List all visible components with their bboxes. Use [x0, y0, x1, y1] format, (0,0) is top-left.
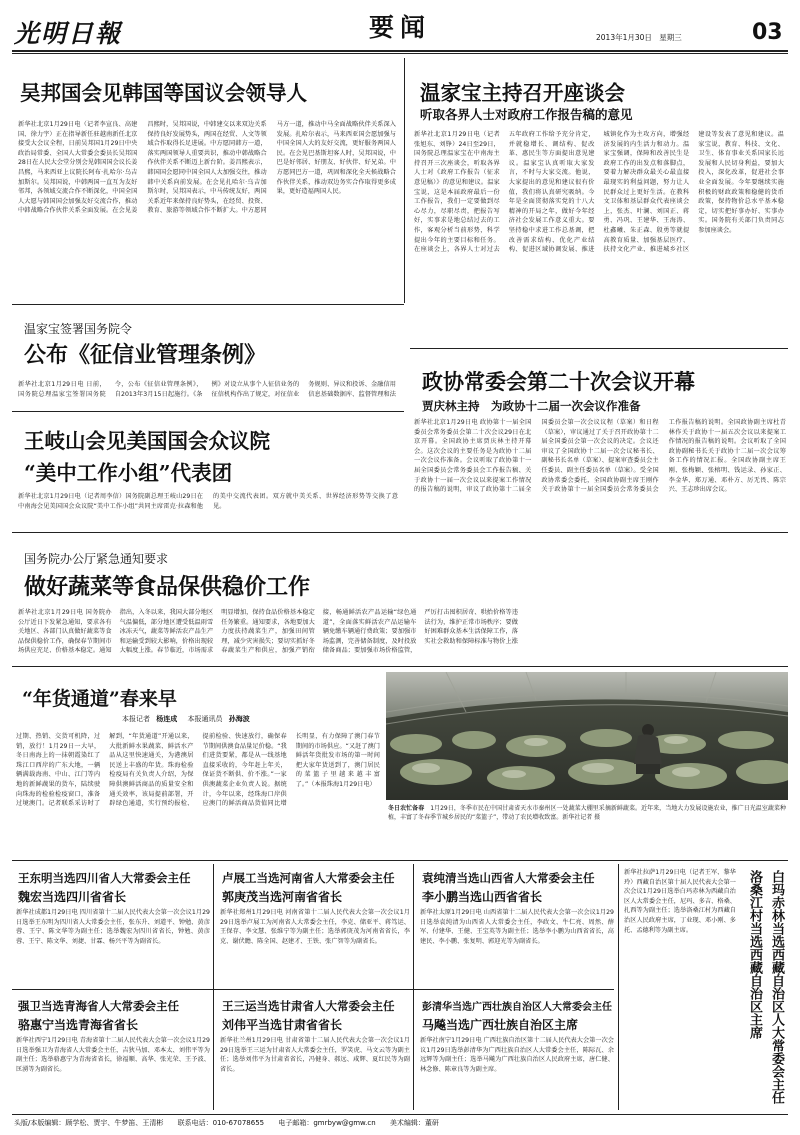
article-headline: “年货通道”春来早 [22, 688, 177, 710]
footer-email: gmrbyw@gmw.cn [313, 1119, 376, 1127]
brief-1 [12, 864, 212, 986]
footer-phone: 010-67078655 [212, 1119, 265, 1127]
brief-body: 新华社太原1月29日电 山西省第十二届人民代表大会第一次会议1月29日选举袁纯清为山西省人大常委会主任，李政文、牛仁亮、周然、薛军、付建华、王健、王宝英等为副主任；选举李小鹏为山西省省长，高建民、李小鹏、张复明、郭迎光等为副省长。 [420, 909, 614, 945]
masthead-date [596, 32, 682, 43]
brief-body: 新华社兰州1月29日电 甘肃省第十二届人民代表大会第一次会议1月29日选举王三运为甘肃省人大常委会主任，罗笑虎、马文云等为副主任；选举刘伟平为甘肃省省长，冯健身、郝远、咸辉、夏红民等为副省长。 [220, 1037, 410, 1073]
brief-subheadline: 魏宏当选四川省省长 [18, 890, 127, 904]
article-tibet [622, 864, 788, 1110]
brief-4 [12, 992, 212, 1110]
article-body-wang-qishan: 新华社北京1月29日电（记者周李信）国务院副总理王岐山29日在中南海会见美国国会众议院“美中工作小组”共同主席雷克·拉森和他的美中交流代表团。双方就中美关系、世界经济形势等交换了意见。 [18, 493, 398, 510]
brief-divider [413, 864, 414, 1110]
article-body: 新华社拉萨1月29日电（记者王军、黎华玲）西藏自治区第十届人民代表大会第一次会议1月29日选举白玛赤林为西藏自治区人大常委会主任，尼玛、多吉、格桑、扎西等为副主任；选举洛桑江村为西藏自治区人民政府主席，丁业现、邓小刚、多托、孟德利等为副主席。 [624, 869, 736, 934]
brief-body: 新华社郑州1月29日电 河南省第十二届人民代表大会第一次会议1月29日选举卢展工为河南省人大常委会主任，李克、储亚平、蒋笃运、王保存、李文慧、张维宁等为副主任；选举郭庚茂为河南省省长，李克、谢伏瞻、陈全国、赵建才、王铁、张广智等为副省长。 [220, 909, 410, 945]
issue-date: 2013年1月30日 [596, 33, 652, 42]
brief-divider [12, 989, 614, 990]
section-rule [410, 348, 788, 349]
section-rule [12, 532, 788, 533]
article-subheadline: 听取各界人士对政府工作报告稿的意见 [420, 107, 633, 122]
brief-headline: 彭清华当选广西壮族自治区人大常委会主任 [422, 1002, 612, 1013]
section-rule [12, 411, 404, 412]
photo-caption [388, 804, 786, 844]
article-subheadline: 贾庆林主持 为政协十二届一次会议作准备 [422, 399, 641, 413]
footer-phone-label: 联系电话： [177, 1119, 213, 1127]
greenhouse-image [386, 672, 788, 800]
brief-divider [213, 864, 214, 1110]
section-rule [12, 304, 404, 305]
article-body: 新华社北京1月29日电 日前，国务院总理温家宝签署国务院令，公布《征信业管理条例》，自2013年3月15日起施行。《条例》对设立从事个人征信业务的征信机构作出了规定，对征信业务规则、异议和投诉、金融信用信息基础数据库、监督管理和法 [18, 381, 396, 398]
article-byline [122, 714, 250, 724]
article-kicker: 温家宝签署国务院令 [24, 322, 133, 336]
greenhouse-photo [386, 672, 788, 800]
section-rule [12, 860, 788, 861]
brief-headline: 卢展工当选河南省人大常委会主任 [222, 871, 395, 885]
article-headline: 政协常委会第二十次会议开幕 [422, 369, 695, 394]
photo-caption-lead: 冬日农忙备春 [388, 805, 425, 812]
article-headline: 温家宝主持召开座谈会 [420, 81, 625, 105]
masthead-rule-thin [12, 53, 788, 54]
section-rule [12, 666, 788, 667]
brief-divider [618, 864, 619, 1110]
footer [14, 1118, 786, 1128]
brief-subheadline: 马飚当选广西壮族自治区主席 [422, 1018, 579, 1032]
masthead-logo: 光明日報 [14, 19, 123, 48]
column-divider [404, 58, 405, 303]
issue-weekday: 星期三 [659, 33, 682, 42]
footer-rule [12, 1114, 788, 1115]
article-kicker: 国务院办公厅紧急通知要求 [24, 552, 169, 566]
section-title: 要闻 [368, 13, 431, 42]
brief-body: 新华社成都1月29日电 四川省第十二届人民代表大会第一次会议1月29日选举王东明为四川省人大常委会主任，张东升、刘道平、钟勉、黄彦蓉、王宁、陈文华等为副主任；选举魏宏为四川省省长，钟勉、黄彦蓉、王宁、陈文华、刘捷、甘霖、杨兴平等为副省长。 [16, 909, 210, 945]
byline-name: 孙海波 [228, 715, 250, 723]
byline-role: 本报通讯员 [187, 715, 223, 723]
footer-editors: 头版/本版编辑：顾学松、贾宇、牛梦笛、王清彬 [14, 1119, 164, 1127]
masthead [0, 0, 800, 55]
brief-subheadline: 郭庚茂当选河南省省长 [222, 890, 343, 904]
brief-subheadline: 李小鹏当选山西省省长 [422, 890, 543, 904]
article-headline-vertical: 白玛赤林当选西藏自治区人大常委会主任 [769, 870, 784, 1104]
article-headline-line2: “美中工作小组”代表团 [24, 461, 233, 485]
brief-2 [216, 864, 412, 986]
brief-subheadline: 刘伟平当选甘肃省省长 [222, 1018, 343, 1032]
article-food-supply [12, 536, 788, 661]
article-new-year-goods [12, 670, 382, 860]
brief-headline: 强卫当选青海省人大常委会主任 [18, 999, 179, 1013]
article-headline: 王岐山会见美国国会众议院 [24, 429, 270, 453]
brief-headline: 袁纯清当选山西省人大常委会主任 [422, 871, 595, 885]
byline-name: 杨连成 [156, 715, 178, 723]
article-headline: 吴邦国会见韩国等国议会领导人 [20, 81, 307, 105]
footer-art-label: 美术编辑： [389, 1119, 425, 1127]
brief-6 [416, 992, 616, 1110]
article-body: 新华社北京1月29日电（记者张旭东、刘铮）24日至29日，国务院总理温家宝在中南海主持召开三次座谈会，听取各界人士对《政府工作报告（征求意见稿）》的意见和建议。温家宝说，这是本届政府最后一份工作报告，我们一定要做到尽心尽力，尽职尽责，把报告写好，实事求是地总结过去的工作，客观分析当前形势，科学提出今年的主要目标和任务。在座谈会上，各界人士对过去五年政府工作给予充分肯定，并就稳增长、调结构、促改革、惠民生等方面提出意见建议。温家宝认真听取大家发言，不时与大家交流。他说，大家提出的意见和建议很有价值，我们将认真研究吸纳。今年是全面贯彻落实党的十八大精神的开局之年，做好今年经济社会发展工作意义重大。要坚持稳中求进工作总基调，把改善需求结构、优化产业结构、促进区域协调发展、推进城镇化作为主攻方向，增强经济发展的内生活力和动力。温家宝强调，保障和改善民生是政府工作的出发点和落脚点，要着力解决群众最关心最直接最现实的利益问题，努力让人民群众过上更好生活。在教科文卫体和基层群众代表座谈会上，张杰、叶澜、刘国正、蒋勇、冯巩、王建华、王海涛、杜鑫曦、朱正森、殷勇等就提高教育质量、加强基层医疗、扶持文化产业、推进城乡社区建设等发表了意见和建议。温家宝说，教育、科技、文化、卫生、体育事业关系国家长远发展和人民切身利益，要加大投入，深化改革，促进社会事业全面发展。今年要继续实施积极的财政政策和稳健的货币政策，保持物价总水平基本稳定，切实把好事办好、实事办实。国务院有关部门负责同志参加座谈会。 [414, 131, 784, 254]
footer-art-editor: 董研 [424, 1119, 439, 1127]
article-subheadline-vertical: 洛桑江村当选西藏自治区主席 [747, 870, 762, 1039]
article-body: 过期、热销、交货可机降，过销，放行！1月29日一大早，冬日南海上的一抹朝霞染红了珠江口西岸的广东大地，一辆辆满载海南、中山、江门等内地的新鲜蔬果的货车，陆续驶向珠海的检验检疫窗口，准备过境澳门。记者联系采访时了解到，“年货通道”开通以来，大批新鲜水果蔬菜、鲜活水产品从这里快速通关，为港澳居民送上丰盛的年货。珠海检验检疫局有关负责人介绍，为保障供澳鲜活商品的质量安全和通关效率，该局提前部署，开辟绿色通道，实行预约报检、提前检验、快速放行，确保春节期间供澳食品量足价稳。“我们进货要紧，都是从一线基地直接采收的，今年赶上年关，保证货不断供、价不涨。”一家供澳蔬菜企业负责人说。据统计，今年以来，经珠海口岸供应澳门的鲜活商品货值同比增长明显，有力保障了澳门春节期间的市场供应。“又赶了澳门鲜活年货批发市场的第一时间把大家年货送到了，澳门居民的菜篮子里越来越丰富了。”（本报珠海1月29日电） [16, 733, 380, 808]
brief-headline: 王东明当选四川省人大常委会主任 [18, 871, 191, 885]
photo-caption-text: 1月29日，冬季市民在中国甘肃省天水市秦州区一处蔬菜大棚里采摘新鲜蔬菜。近年来，当地大力发展设施农业，推广日光温室蔬菜种植，丰富了冬春季节城乡居民的“菜篮子”，带动了农民增收致富。新华社记者 摄 [388, 805, 786, 822]
article-headline: 做好蔬菜等食品保供稳价工作 [24, 574, 311, 600]
article-body: 新华社北京1月29日电（记者李宣良、高建国、徐力宇）正在指导新任驻越南新任北京接受大会议全程，日前吴邦国1月29日中央政治局常委、全国人大常委会委员长吴邦国28日在人民大会堂分别会见韩国国会议长姜昌熙，马来西亚上议院长阿布·扎哈尔·乌吉加斯尔。吴邦国说，中韩两国一直互为友好邻邦，各领域交流合作不断深化，中国全国人大愿与韩国国会加强友好交流合作，推动中韩战略合作伙伴关系全面发展。在会见姜昌熙时，吴邦国说，中韩建交以来双边关系保持良好发展势头，两国在经贸、人文等领域合作取得长足进展。中方愿同韩方一道，落实两国领导人重要共识，推动中韩战略合作伙伴关系不断迈上新台阶。姜昌熙表示，韩国国会愿同中国全国人大加强交往，推动韩中关系向前发展。在会见扎哈尔·乌吉加斯尔时，吴邦国表示，中马传统友好，两国关系近年来保持良好势头，在经贸、投资、教育、旅游等领域合作不断扩大。中方愿同马方一道，推动中马全面战略伙伴关系深入发展。扎哈尔表示，马来西亚国会愿加强与中国全国人大的友好交流，更好服务两国人民。在会见巴基斯坦客人时，吴邦国说，中巴是好邻居、好朋友、好伙伴、好兄弟。中方愿同巴方一道，巩固和深化全天候战略合作伙伴关系，推动双边务实合作取得更多成果，更好造福两国人民。 [18, 121, 396, 215]
page-number: 03 [752, 20, 783, 45]
footer-email-label: 电子邮箱： [278, 1119, 314, 1127]
brief-headline: 王三运当选甘肃省人大常委会主任 [222, 999, 395, 1013]
brief-subheadline: 骆惠宁当选青海省省长 [18, 1018, 139, 1032]
byline-role: 本报记者 [122, 715, 150, 723]
article-credit-regulation [12, 308, 400, 408]
brief-5 [216, 992, 412, 1110]
article-headline: 公布《征信业管理条例》 [24, 342, 267, 368]
brief-body: 新华社南宁1月29日电 广西壮族自治区第十二届人民代表大会第一次会议1月29日选举彭清华为广西壮族自治区人大常委会主任，陈际瓦、余远辉等为副主任；选举马飚为广西壮族自治区人民政府主席，唐仁健、林念修、陈章良等为副主席。 [420, 1037, 614, 1073]
masthead-rule [12, 50, 788, 52]
article-body: 新华社北京1月29日电 国务院办公厅近日下发紧急通知，要求各有关地区、各部门认真做好蔬菜等食品保供稳价工作，确保春节期间市场供应充足、价格基本稳定。通知指出，入冬以来，我国大部分地区气温偏低，部分地区遭受低温雨雪冰冻天气，蔬菜等鲜活农产品生产和运输受到较大影响，价格出现较大幅度上涨。春节临近，市场需求明显增加，保持食品价格基本稳定任务繁重。通知要求，各地要加大力度扶持蔬菜生产，加强田间管理，减少灾害损失；要切实抓好冬春蔬菜生产和供应，加强产销衔接，畅通鲜活农产品运输“绿色通道”，全面落实鲜活农产品运输车辆免缴车辆通行费政策；要加强市场监测，完善储备制度，及时投放储备商品；要加强市场价格监管，严厉打击囤积居奇、哄抬价格等违法行为，维护正常市场秩序；要做好困难群众基本生活保障工作，落实社会救助和保障标准与物价上涨 [18, 609, 518, 655]
brief-3 [416, 864, 616, 986]
article-body-cppcc: 新华社北京1月29日电 政协第十一届全国委员会常务委员会第二十次会议29日在北京开幕。全国政协主席贾庆林主持开幕会。这次会议的主要任务是为政协十二届一次会议作准备。会议听取了政协第十一届全国委员会常务委员会工作报告稿、关于政协十一届一次会议以来提案工作情况的报告稿的说明，审议了政协第十二届全国委员会第一次会议议程（草案）和日程（草案），审议通过了关于召开政协第十二届全国委员会第一次会议的决定。会议还审议了全国政协十二届一次会议秘书长、副秘书长名单（草案）、提案审查委员会主任委员、副主任委员名单（草案）。受全国政协常委会委托，全国政协副主席王刚作关于政协第十一届全国委员会常务委员会工作报告稿的说明。全国政协副主席杜青林作关于政协十一届五次会议以来提案工作情况的报告稿的说明。会议听取了全国政协副秘书长关于政协十二届一次会议筹备工作的情况汇报。全国政协副主席王刚、张梅颖、张榕明、钱运录、孙家正、李金华、郑万通、邓朴方、厉无畏、陈宗兴、王志珍出席会议。 [414, 419, 786, 494]
article-wen-jiabao-forum [410, 58, 788, 348]
brief-body: 新华社西宁1月29日电 青海省第十二届人民代表大会第一次会议1月29日选举强卫为青海省人大常委会主任，吉狄马加、邓本太、刘伟平等为副主任；选举骆惠宁为青海省省长，徐福顺、高华、张光荣、王予波、匡湧等为副省长。 [16, 1037, 210, 1073]
article-wu-bangguo [12, 58, 400, 308]
